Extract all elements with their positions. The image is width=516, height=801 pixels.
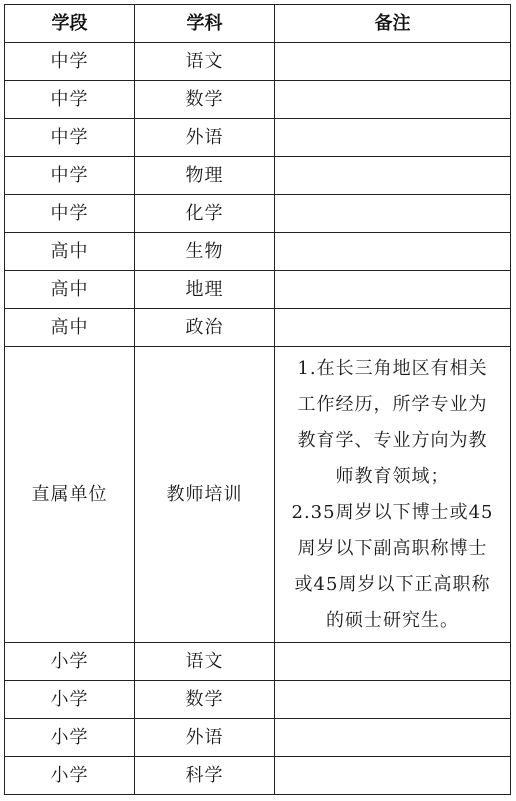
cell-note	[275, 643, 511, 681]
cell-note	[275, 309, 511, 347]
table-row	[5, 43, 511, 81]
cell-level: 中学	[5, 119, 135, 157]
note-line: 或45周岁以下正高职称	[294, 573, 491, 595]
table-row	[5, 157, 511, 195]
cell-subject: 教师培训	[135, 347, 275, 643]
cell-note	[275, 119, 511, 157]
table-row	[5, 119, 511, 157]
cell-subject: 地理	[135, 271, 275, 309]
cell-subject: 外语	[135, 119, 275, 157]
cell-level: 高中	[5, 271, 135, 309]
cell-note	[275, 195, 511, 233]
cell-level: 高中	[5, 309, 135, 347]
requirements-table-container	[4, 4, 511, 795]
cell-note	[275, 81, 511, 119]
requirements-table	[4, 4, 511, 795]
table-row	[5, 719, 511, 757]
note-line: 工作经历，所学专业为	[297, 393, 488, 415]
table-row	[5, 81, 511, 119]
header-note: 备注	[275, 5, 511, 43]
cell-subject: 物理	[135, 157, 275, 195]
cell-subject: 数学	[135, 681, 275, 719]
cell-note	[275, 233, 511, 271]
cell-level: 中学	[5, 43, 135, 81]
cell-level: 小学	[5, 681, 135, 719]
table-row	[5, 309, 511, 347]
cell-note	[275, 681, 511, 719]
cell-subject: 数学	[135, 81, 275, 119]
note-line: 周岁以下副高职称博士	[297, 537, 488, 559]
table-row	[5, 195, 511, 233]
cell-subject: 外语	[135, 719, 275, 757]
table-row	[5, 681, 511, 719]
cell-subject: 语文	[135, 43, 275, 81]
table-row	[5, 271, 511, 309]
cell-level: 高中	[5, 233, 135, 271]
cell-note	[275, 43, 511, 81]
cell-subject: 科学	[135, 757, 275, 795]
header-subject: 学科	[135, 5, 275, 43]
cell-level: 中学	[5, 195, 135, 233]
cell-level: 中学	[5, 81, 135, 119]
cell-note	[275, 719, 511, 757]
table-row	[5, 757, 511, 795]
cell-note	[275, 271, 511, 309]
header-level: 学段	[5, 5, 135, 43]
cell-subject: 语文	[135, 643, 275, 681]
note-line: 1.在长三角地区有相关	[297, 357, 488, 379]
cell-subject: 政治	[135, 309, 275, 347]
cell-level: 小学	[5, 719, 135, 757]
cell-level: 直属单位	[5, 347, 135, 643]
note-line: 的硕士研究生。	[326, 609, 459, 631]
cell-level: 中学	[5, 157, 135, 195]
table-header-row	[5, 5, 511, 43]
note-line: 师教育领域；	[335, 465, 450, 487]
cell-note	[275, 157, 511, 195]
note-line: 教育学、专业方向为教	[297, 429, 488, 451]
cell-level: 小学	[5, 643, 135, 681]
table-row	[5, 233, 511, 271]
table-row	[5, 643, 511, 681]
table-row-special	[5, 347, 511, 643]
cell-level: 小学	[5, 757, 135, 795]
note-line: 2.35周岁以下博士或45	[291, 501, 494, 523]
cell-subject: 化学	[135, 195, 275, 233]
cell-subject: 生物	[135, 233, 275, 271]
cell-note	[275, 757, 511, 795]
cell-note-requirements	[275, 347, 511, 643]
